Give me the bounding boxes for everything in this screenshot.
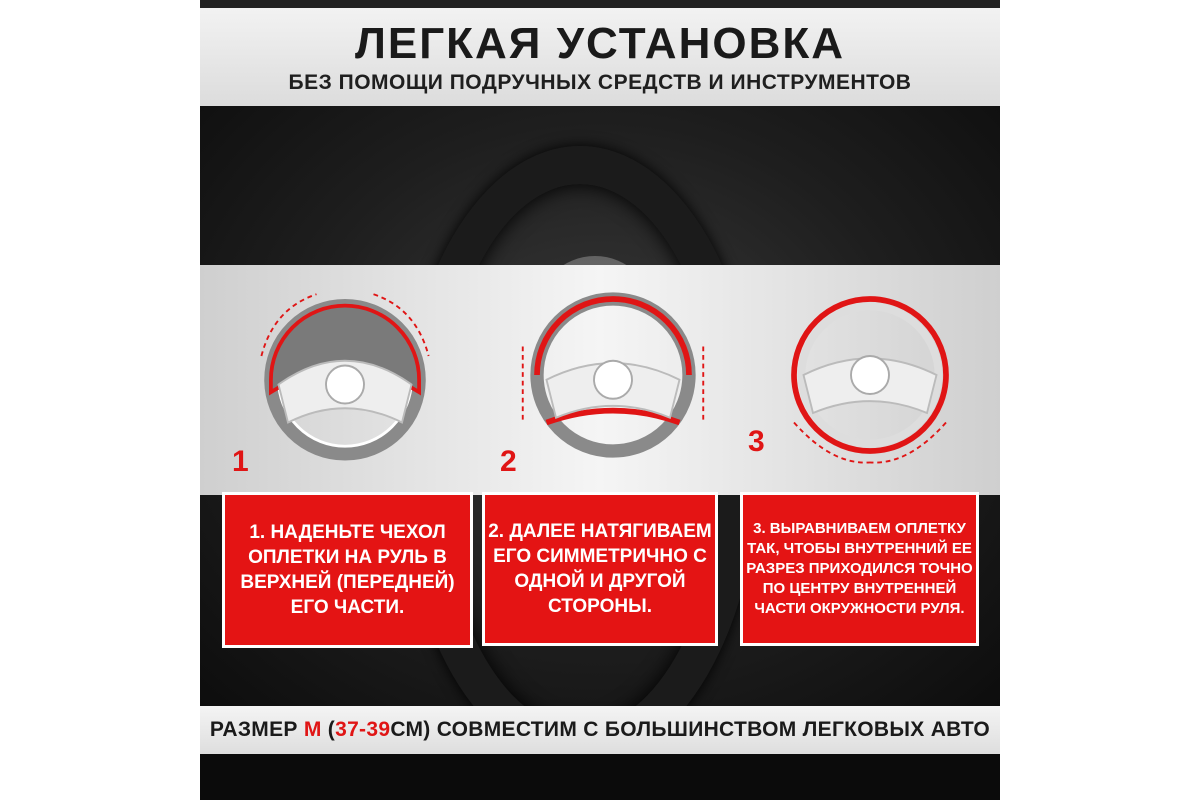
step-2-instruction	[485, 495, 715, 643]
page-subtitle: БЕЗ ПОМОЩИ ПОДРУЧНЫХ СРЕДСТВ И ИНСТРУМЕНТОВ	[288, 71, 912, 94]
steering-wheel-step2-icon	[518, 280, 708, 470]
size-suffix: СМ) СОВМЕСТИМ С БОЛЬШИНСТВОМ ЛЕГКОВЫХ АВТО	[390, 718, 991, 741]
top-bar	[200, 0, 1000, 8]
size-compatibility-text	[210, 718, 990, 741]
size-prefix: РАЗМЕР	[209, 718, 304, 741]
step-number-1: 1	[232, 445, 249, 478]
step-1-text: 1. НАДЕНЬТЕ ЧЕХОЛ ОПЛЕТКИ НА РУЛЬ В ВЕРХНЕЙ (ПЕРЕДНЕЙ) ЕГО ЧАСТИ.	[240, 522, 455, 618]
step-number-2: 2	[500, 445, 517, 478]
page-title: ЛЕГКАЯ УСТАНОВКА	[355, 19, 845, 68]
step-3-instruction	[743, 495, 976, 643]
steering-wheel-step3-icon	[775, 280, 965, 470]
size-footer	[200, 706, 1000, 754]
step-number-3: 3	[748, 425, 765, 458]
step-1-instruction	[225, 495, 470, 645]
step-3-text: 3. ВЫРАВНИВАЕМ ОПЛЕТКУ ТАК, ЧТОБЫ ВНУТРЕННИЙ ЕЕ РАЗРЕЗ ПРИХОДИЛСЯ ТОЧНО ПО ЦЕНТРУ ВНУТРЕННЕЙ ЧАСТИ ОКРУЖНОСТИ РУЛЯ.	[746, 520, 973, 617]
steering-wheel-step1-icon	[250, 280, 440, 470]
infographic	[200, 0, 1000, 800]
header	[200, 8, 1000, 106]
size-range: 37-39	[335, 718, 391, 741]
size-label: M	[303, 718, 322, 741]
bottom-bar	[200, 754, 1000, 800]
size-open-paren: (	[321, 718, 336, 741]
step-2-text: 2. ДАЛЕЕ НАТЯГИВАЕМ ЕГО СИММЕТРИЧНО С ОДНОЙ И ДРУГОЙ СТОРОНЫ.	[488, 521, 712, 617]
